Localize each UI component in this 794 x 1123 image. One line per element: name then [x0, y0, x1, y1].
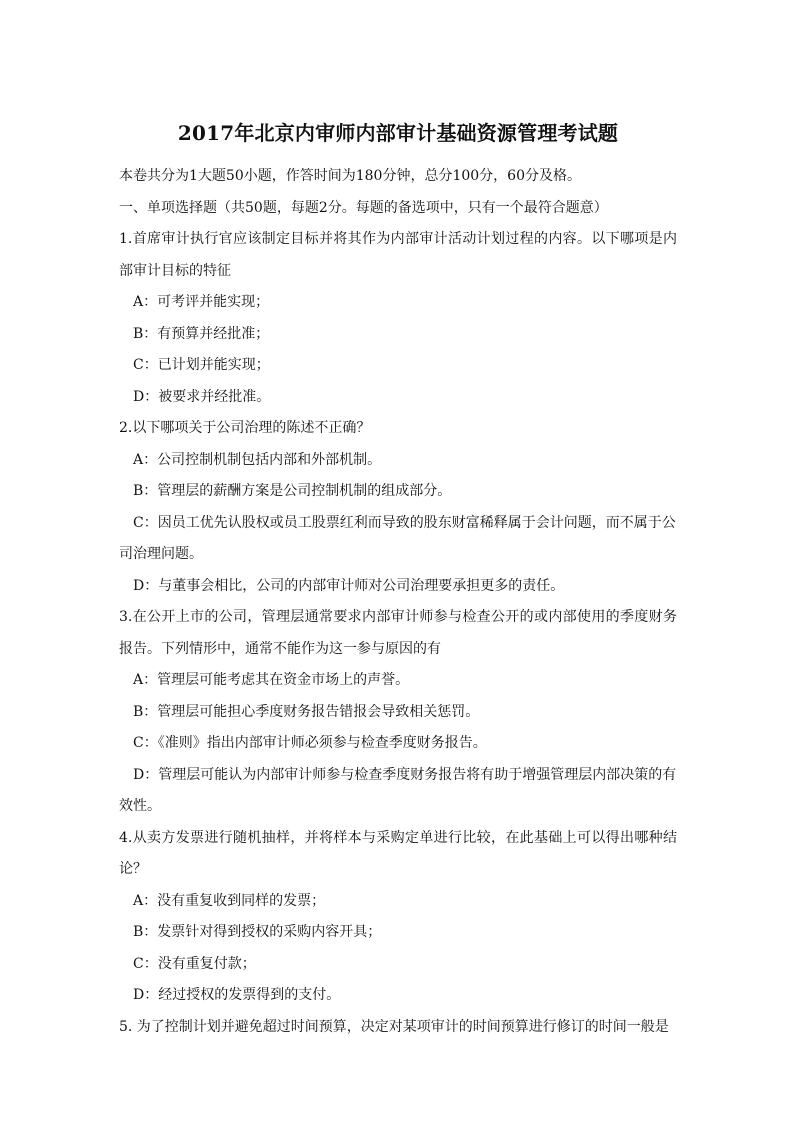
- question-3-option-a: A：管理层可能考虑其在资金市场上的声誉。: [133, 672, 410, 688]
- question-4-option-b: B：发票针对得到授权的采购内容开具；: [133, 924, 382, 940]
- question-2-stem: 2.以下哪项关于公司治理的陈述不正确？: [119, 420, 371, 436]
- document-content: [119, 118, 677, 1043]
- question-3-option-b: B：管理层可能担心季度财务报告错报会导致相关惩罚。: [133, 703, 480, 720]
- question-5-stem: 5. 为了控制计划并避免超过时间预算，决定对某项审计的时间预算进行修订的时间一般是: [119, 1018, 669, 1035]
- question-3-option-d: D：管理层可能认为内部审计师参与检查季度财务报告将有助于增强管理层内部决策的有效性。: [119, 766, 677, 814]
- question-2-option-c: C：因员工优先认股权或员工股票红利而导致的股东财富稀释属于会计问题，而不属于公司治理问题。: [119, 514, 676, 562]
- question-1-stem: 1.首席审计执行官应该制定目标并将其作为内部审计活动计划过程的内容。以下哪项是内部审计目标的特征: [119, 231, 677, 279]
- question-1-option-d: D：被要求并经批准。: [133, 388, 271, 405]
- question-3-option-c: C：《准则》指出内部审计师必须参与检查季度财务报告。: [133, 735, 487, 751]
- question-2-option-b: B：管理层的薪酬方案是公司控制机制的组成部分。: [133, 483, 452, 499]
- section-heading: 一、单项选择题（共50题，每题2分。每题的备选项中，只有一个最符合题意）: [119, 199, 608, 216]
- question-1-option-b: B：有预算并经批准；: [133, 325, 270, 342]
- question-3-stem: 3.在公开上市的公司，管理层通常要求内部审计师参与检查公开的或内部使用的季度财务报告。下列情形中，通常不能作为这一参与原因的有: [119, 609, 677, 657]
- question-1-option-a: A：可考评并能实现；: [133, 294, 270, 310]
- question-4-option-a: A：没有重复收到同样的发票；: [133, 892, 326, 909]
- question-4-stem: 4.从卖方发票进行随机抽样，并将样本与采购定单进行比较，在此基础上可以得出哪种结论？: [119, 829, 677, 877]
- exam-intro: 本卷共分为1大题50小题，作答时间为180分钟，总分100分，60分及格。: [119, 168, 581, 184]
- question-2-option-a: A：公司控制机制包括内部和外部机制。: [133, 451, 382, 468]
- question-4-option-d: D：经过授权的发票得到的支付。: [133, 987, 341, 1003]
- question-4-option-c: C：没有重复付款；: [133, 955, 256, 972]
- question-1-option-c: C：已计划并能实现；: [133, 357, 270, 373]
- document-title: 2017年北京内审师内部审计基础资源管理考试题: [177, 121, 619, 145]
- question-2-option-d: D：与董事会相比，公司的内部审计师对公司治理要承担更多的责任。: [133, 577, 565, 594]
